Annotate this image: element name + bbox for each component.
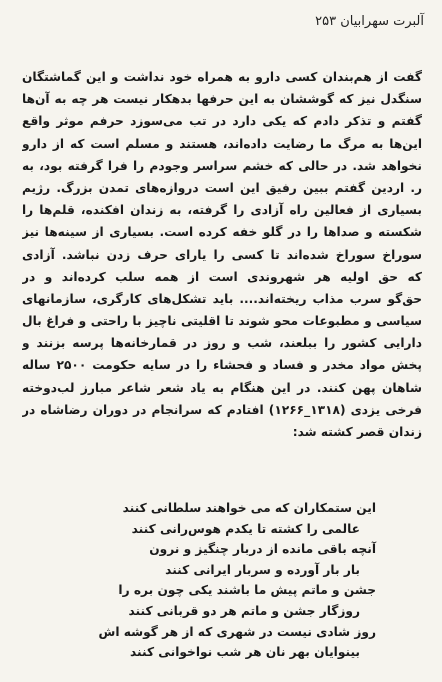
prose-line: بسیاری از فعالین راه آزادی را گرفته، به زندان افکنده، قلم‌ها را — [22, 203, 422, 218]
prose-line: سنگدل نیز که گوششان به این حرفها بدهکار نیست هر چه به آن‌ها — [22, 92, 422, 107]
prose-line: شکسته و صداها را در گلو خفه کرده است. بسیاری از سینه‌ها نیز — [22, 225, 422, 240]
prose-line: شاهان پهن کنند. در این هنگام به یاد شعر شاعر مبارز لب‌دوخته — [22, 380, 422, 395]
poem-verse: جشن و ماتم پیش ما باشند یکی چون بره را — [118, 583, 376, 598]
running-head: آلبرت سهرابیان ۲۵۳ — [315, 14, 424, 29]
poem-block — [98, 498, 376, 663]
prose-line: گفتم و تذکر دادم که یکی دارد در تب می‌سوزد حرفم موثر واقع — [22, 114, 422, 129]
prose-line: پخش مواد مخدر و فساد و فحشاء را در سایه حکومت ۲۵۰۰ ساله — [22, 358, 422, 373]
prose-line: ر. اردین گفتم ببین رفیق این است دروازه‌های تمدن بزرگ. رژیم — [22, 180, 422, 195]
poem-verse: بینوایان بهر نان هر شب نواخوانی کنند — [129, 645, 360, 660]
poem-verse: بار بار آورده و سربار ایرانی کنند — [165, 562, 360, 577]
prose-line: نخواهد شد. در حالی که خشم سراسر وجودم را فرا گرفته بود، به — [22, 158, 422, 173]
poem-verse: روز شادی نیست در شهری که از هر گوشه اش — [98, 624, 376, 639]
prose-line: سوراخ سوراخ شده‌اند تا کسی را یارای حرف زدن نباشد. آزادی — [22, 247, 422, 262]
poem-verse: عالمی را کشته تا یکدم هوس‌رانی کنند — [131, 521, 360, 536]
prose-line: فرخی یزدی (۱۳۱۸_۱۲۶۶) افتادم که سرانجام در دوران رضاشاه در — [22, 402, 422, 417]
poem-verse: روزگار جشن و ماتم هر دو قربانی کنند — [128, 603, 360, 618]
poem-verse: آنچه باقی مانده از دربار چنگیز و نرون — [149, 542, 376, 557]
prose-line: این‌ها به مرگ ما رضایت داده‌اند، هستند و مسلم است که از دارو — [22, 136, 422, 151]
prose-line: دارایی کشور را ببلعند، شب و روز در قمارخانه‌ها پرسه بزنند و — [22, 336, 422, 351]
prose-line-last: زندان قصر کشته شد: — [292, 425, 422, 439]
prose-line: سیاسی و مطبوعات محو شوند تا اقلیتی ناچیز با راحتی و فراغ بال — [22, 314, 422, 329]
prose-line: گفت از هم‌بندان کسی دارو به همراه خود نداشت و این گماشتگان — [22, 70, 422, 84]
prose-body — [22, 66, 422, 443]
prose-line: حق‌گو سرب مذاب ریخته‌اند.... باید تشکل‌های کارگری، سازمانهای — [22, 291, 422, 306]
poem-verse: این ستمکاران که می خواهند سلطانی کنند — [122, 501, 376, 515]
prose-line: که حق اولیه هر شهروندی است از همه سلب کرده‌اند و در — [22, 269, 422, 284]
